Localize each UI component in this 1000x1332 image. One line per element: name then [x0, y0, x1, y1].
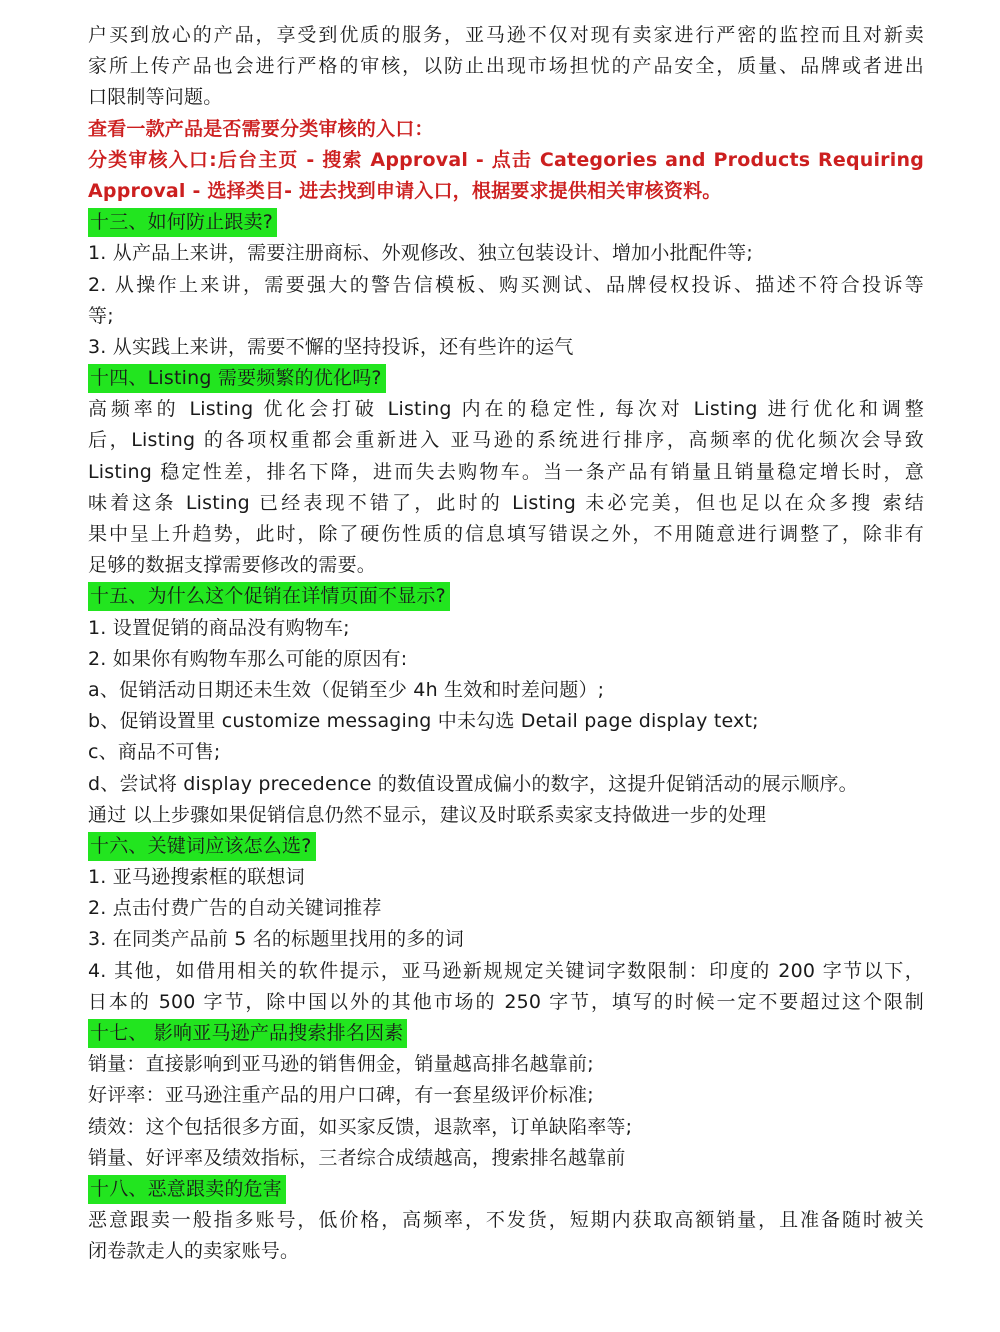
text-line: 户买到放心的产品，享受到优质的服务，亚马逊不仅对现有卖家进行严密的监控而且对新卖 — [88, 24, 924, 46]
list-item: 1. 亚马逊搜索框的联想词 — [88, 866, 305, 889]
text-line: 后，Listing 的各项权重都会重新进入 亚马逊的系统进行排序，高频率的优化频次会导致 — [88, 429, 924, 452]
note-line: 分类审核入口:后台主页 - 搜索 Approval - 点击 Categories and Products Requiring — [88, 148, 924, 171]
section-heading: 十七、 影响亚马逊产品搜索排名因素 — [88, 1019, 407, 1048]
list-item: 3. 从实践上来讲，需要不懈的坚持投诉，还有些许的运气 — [88, 335, 574, 358]
list-item: a、促销活动日期还未生效（促销至少 4h 生效和时差问题）; — [88, 678, 605, 701]
text-line: Listing 稳定性差，排名下降，进而失去购物车。当一条产品有销量且销量稳定增长时，意 — [88, 460, 924, 483]
text-line: 味着这条 Listing 已经表现不错了，此时的 Listing 未必完美，但也足以在众多搜 索结 — [88, 491, 924, 514]
list-item: 4. 其他，如借用相关的软件提示，亚马逊新规规定关键词字数限制：印度的 200 字节以下， — [88, 959, 924, 982]
text-line: 足够的数据支撑需要修改的需要。 — [88, 554, 377, 577]
section-18 — [88, 1174, 924, 1268]
note-line: Approval - 选择类目- 进去找到申请入口，根据要求提供相关审核资料。 — [88, 179, 722, 202]
text-line: 销量：直接影响到亚马逊的销售佣金，销量越高排名越靠前; — [88, 1053, 594, 1076]
section-heading: 十六、关键词应该怎么选? — [88, 832, 316, 861]
section-15 — [88, 581, 924, 831]
section-heading: 十四、Listing 需要频繁的优化吗? — [88, 364, 386, 393]
list-item-continuation: 日本的 500 字节，除中国以外的其他市场的 250 字节，填写的时候一定不要超过这个限制 — [88, 990, 924, 1013]
list-item: 1. 设置促销的商品没有购物车; — [88, 616, 350, 639]
text-line: 好评率：亚马逊注重产品的用户口碑，有一套星级评价标准; — [88, 1084, 594, 1107]
text-line: 绩效：这个包括很多方面，如买家反馈，退款率，订单缺陷率等; — [88, 1115, 633, 1138]
text-line: 口限制等问题。 — [88, 86, 223, 109]
list-item: 2. 从操作上来讲，需要强大的警告信模板、购买测试、品牌侵权投诉、描述不符合投诉等 — [88, 273, 924, 296]
section-13 — [88, 207, 924, 363]
text-line: 高频率的 Listing 优化会打破 Listing 内在的稳定性, 每次对 Listing 进行优化和调整 — [88, 398, 924, 421]
list-item: c、商品不可售; — [88, 741, 221, 764]
intro-paragraph — [88, 20, 924, 114]
section-heading: 十八、恶意跟卖的危害 — [88, 1175, 286, 1204]
note-title: 查看一款产品是否需要分类审核的入口： — [88, 117, 434, 140]
text-line: 家所上传产品也会进行严格的审核，以防止出现市场担忧的产品安全，质量、品牌或者进出 — [88, 55, 924, 78]
section-heading: 十五、为什么这个促销在详情页面不显示? — [88, 582, 450, 611]
list-item: 2. 如果你有购物车那么可能的原因有: — [88, 647, 408, 670]
list-item-continuation: 等; — [88, 304, 114, 327]
text-line: 果中呈上升趋势，此时，除了硬伤性质的信息填写错误之外，不用随意进行调整了，除非有 — [88, 523, 924, 545]
section-heading: 十三、如何防止跟卖? — [88, 208, 277, 237]
list-item: 2. 点击付费广告的自动关键词推荐 — [88, 897, 382, 920]
section-14 — [88, 363, 924, 581]
section-16 — [88, 831, 924, 1018]
list-item: d、尝试将 display precedence 的数值设置成偏小的数字，这提升促销活动的展示顺序。 — [88, 772, 858, 795]
approval-note — [88, 114, 924, 208]
list-item: 3. 在同类产品前 5 名的标题里找用的多的词 — [88, 928, 464, 951]
section-17 — [88, 1018, 924, 1174]
text-line: 闭卷款走人的卖家账号。 — [88, 1240, 300, 1263]
text-line: 销量、好评率及绩效指标，三者综合成绩越高，搜索排名越靠前 — [88, 1146, 626, 1169]
list-item: 1. 从产品上来讲，需要注册商标、外观修改、独立包装设计、增加小批配件等; — [88, 242, 753, 265]
list-item: b、促销设置里 customize messaging 中未勾选 Detail page display text; — [88, 710, 759, 733]
text-line: 通过 以上步骤如果促销信息仍然不显示，建议及时联系卖家支持做进一步的处理 — [88, 803, 767, 826]
text-line: 恶意跟卖一般指多账号，低价格，高频率，不发货，短期内获取高额销量，且准备随时被关 — [88, 1209, 924, 1232]
document-page — [88, 20, 924, 1268]
